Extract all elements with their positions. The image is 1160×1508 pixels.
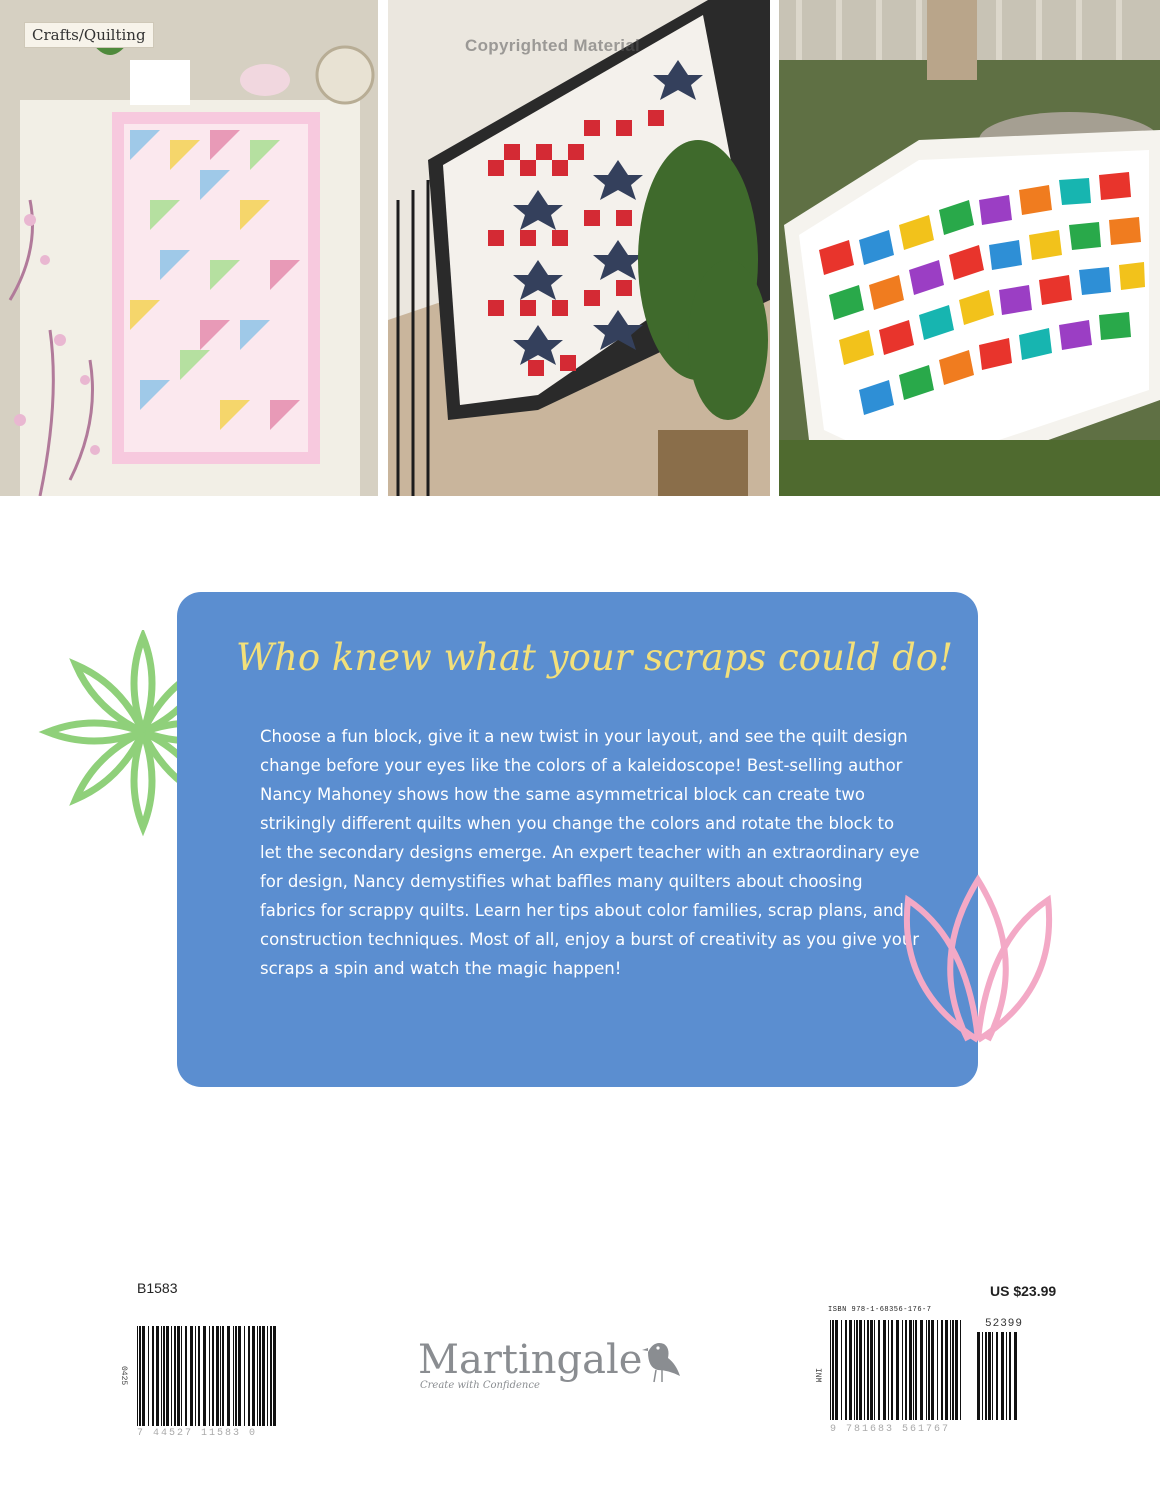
barcode-bar [832,1320,834,1420]
barcode-bar [915,1320,917,1420]
barcode-bar [835,1320,838,1420]
barcode-bar [270,1326,272,1426]
barcode-bar [992,1332,993,1420]
barcode-bar [156,1326,159,1426]
barcode-bar [171,1326,172,1426]
barcode-bar [952,1320,954,1420]
barcode-bar [185,1326,187,1426]
barcode-bar [209,1326,210,1426]
isbn-label: ISBN 978-1-68356-176-7 [828,1306,932,1314]
barcode-bar [1009,1332,1011,1420]
barcode-bar [845,1320,847,1420]
barcode-bar [267,1326,268,1426]
cover-photo-bright-quilt [779,0,1160,496]
barcode-bar [203,1326,206,1426]
barcode-bar [235,1326,237,1426]
barcode-bar [248,1326,250,1426]
barcode-bar [941,1320,943,1420]
barcode-bar [190,1326,193,1426]
barcode-bar [161,1326,162,1426]
barcode-bar [259,1326,261,1426]
barcode-bar [856,1320,858,1420]
barcode-bar [982,1332,983,1420]
upc-barcode [135,1326,280,1426]
barcode-bar [888,1320,889,1420]
barcode-bar [262,1326,265,1426]
barcode-bar [137,1326,138,1426]
publisher-tagline: Create with Confidence [420,1380,540,1391]
barcode-bar [913,1320,914,1420]
barcode-bar [996,1332,998,1420]
barcode-bar [883,1320,886,1420]
barcode-bar [864,1320,865,1420]
barcode-bar [931,1320,934,1420]
barcode-bar [233,1326,234,1426]
barcode-bar [841,1320,842,1420]
barcode-bar [870,1320,873,1420]
barcode-bar [152,1326,154,1426]
barcode-bar [273,1326,276,1426]
barcode-bar [937,1320,938,1420]
publisher-name: Martingale [418,1337,643,1383]
barcode-bar [1001,1332,1004,1420]
barcode-bar [198,1326,200,1426]
item-code: B1583 [137,1280,178,1296]
barcode-bar [988,1332,991,1420]
price-addon-number: 52399 [985,1318,1024,1330]
barcode-bar [238,1326,241,1426]
barcode-bar [257,1326,258,1426]
barcode-bar [1006,1332,1007,1420]
barcode-bar [905,1320,907,1420]
barcode-bar [139,1326,141,1426]
barcode-bar [854,1320,855,1420]
barcode-bar [1014,1332,1017,1420]
isbn-barcode [828,1320,968,1420]
publisher-logo [418,1337,643,1391]
barcode-bar [909,1320,912,1420]
book-description: Choose a fun block, give it a new twist in your layout, and see the quilt design change before your eyes like the colors of a kaleidoscope! Best-selling author Nancy Mahoney shows how the same asymmetrical block can create two strikingly different quilts when you change the colors and rotate the block to let the secondary designs emerge. An expert teacher with an extraordinary eye for design, Nancy demystifies what baffles many quilters about choosing fabrics for scrappy quilts. Learn her tips about color families, scrap plans, and construction techniques. Most of all, enjoy a burst of creativity as you give your scraps a spin and watch the magic happen! [260,727,920,978]
cover-headline: Who knew what your scraps could do! [236,636,953,679]
copyright-watermark: Copyrighted Material [465,36,641,55]
barcode-bar [896,1320,899,1420]
barcode-bar [181,1326,182,1426]
isbn-digits: 9 781683 561767 [830,1424,951,1435]
barcode-bar [920,1320,923,1420]
cover-photo-star-quilt [388,0,770,496]
barcode-bar [148,1326,149,1426]
pink-lotus-outline-icon [888,870,1088,1060]
barcode-bar [874,1320,875,1420]
barcode-bar [252,1326,255,1426]
barcode-bar [244,1326,245,1426]
barcode-bar [212,1326,214,1426]
barcode-bar [891,1320,893,1420]
barcode-bar [142,1326,145,1426]
bright-quilt-illustration [779,0,1160,496]
barcode-bar [878,1320,880,1420]
barcode-bar [902,1320,903,1420]
barcode-bar [163,1326,165,1426]
star-quilt-illustration [388,0,770,496]
upc-digits: 7 44527 11583 0 [137,1428,258,1439]
category-label: Crafts/Quilting [24,22,154,48]
barcode-bar [166,1326,169,1426]
pastel-quilt-illustration [0,0,378,496]
barcode-bar [220,1326,221,1426]
barcode-bar [830,1320,831,1420]
barcode-bar [174,1326,176,1426]
barcode-bar [926,1320,927,1420]
barcode-bar [960,1320,961,1420]
barcode-bar [867,1320,869,1420]
barcode-bar [977,1332,980,1420]
barcode-bar [222,1326,224,1426]
barcode-bar [928,1320,930,1420]
barcode-bar [849,1320,852,1420]
barcode-bar [945,1320,948,1420]
barcode-bar [985,1332,987,1420]
barcode-bar [177,1326,180,1426]
price-label: US $23.99 [990,1283,1057,1299]
cover-photo-pastel-quilt [0,0,378,496]
barcode-bar [195,1326,196,1426]
barcode-bar [859,1320,862,1420]
barcode-bar [216,1326,219,1426]
bird-icon [640,1334,682,1384]
barcode-bar [955,1320,958,1420]
barcode-bar [227,1326,230,1426]
side-code-left: 0425 [119,1366,128,1386]
side-code-right: INM [813,1368,822,1383]
price-addon-barcode [975,1332,1025,1420]
barcode-bar [950,1320,951,1420]
